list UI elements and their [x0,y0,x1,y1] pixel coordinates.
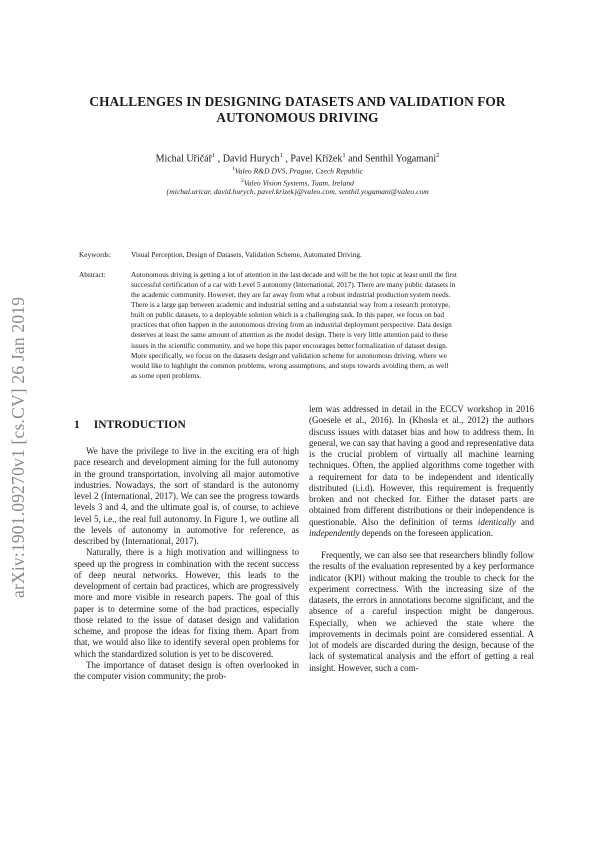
paragraph [309,404,534,539]
text-run: depends on the foreseen application. [359,527,493,538]
abstract-line: deserves at least the same amount of attention as the model design. There is very little attention paid to these [131,330,448,340]
affiliation-sup: 2 [241,178,244,184]
affiliation-1 [60,164,535,177]
abstract-label: Abstract: [79,270,106,279]
emphasis: independently [309,527,360,538]
author-name: Michal Uřičář [155,153,212,165]
author-sup: 1 [211,152,216,159]
paragraph: The importance of dataset design is often overlooked in the computer vision community; the prob- [74,659,299,681]
abstract-line: the academic community. However, they are far away from what a robust industrial production system needs. [131,290,451,300]
author-separator: and [345,153,366,165]
text-run: and [515,516,534,527]
paper-title [60,94,535,125]
affiliation-sup: 1 [232,166,235,172]
paragraph: We have the privilege to live in the exciting era of high pace research and development aiming for the full autonomy in the ground transportation, involving all major automotive industries. Nowadays, the sort of standard is the autonomy level 2 (International, 2017). We can see the progress towards levels 3 and 4, and the ultimate goal is, of course, to achieve level 5, i.e., the real full autonomy. In Figure 1, we outline all the levels of autonomy in automotive for reference, as described by (International, 2017). [74,446,299,546]
author-name: Senthil Yogamani [365,153,437,165]
abstract-line: practices that often happen in the autonomous driving from an industrial deployment perspective. Data design [131,320,452,330]
abstract-line: issues in the scientific community, and we hope this paper encourages better formalization of dataset design. [131,340,448,350]
arxiv-stamp: arXiv:1901.09270v1 [cs.CV] 26 Jan 2019 [8,296,28,598]
abstract-line: would like to highlight the common problems, wrong assumptions, and steps towards avoiding them, as well [131,360,449,370]
author-separator: , [215,153,223,165]
keywords-label: Keywords: [79,250,112,259]
affiliation-text: Valeo R&D DVS, Prague, Czech Republic [234,166,363,176]
title-line-2: AUTONOMOUS DRIVING [216,109,379,125]
author-sup: 2 [436,152,440,159]
emphasis: identically [477,516,516,527]
section-title: INTRODUCTION [93,419,186,431]
author-sup: 1 [279,152,283,159]
right-column [309,404,534,674]
abstract-text [131,270,523,381]
author-separator: , [282,153,291,165]
abstract-line: built on public datasets, to a deployable solution which is a challenging task. In this paper, we focus on bad [131,310,444,320]
section-heading [74,419,186,431]
abstract-line: There is a large gap between academic and industrial setting and a substantial way from a research prototype, [131,300,451,310]
left-column [74,446,299,682]
author-name: David Hurych [222,153,280,165]
abstract-line: Autonomous driving is getting a lot of attention in the last decade and will be the hot topic at least until the first [131,270,457,279]
abstract-line: successful certification of a car with Level 5 autonomy (International, 2017). There are many public datasets in [131,280,456,290]
text-run: lem was addressed in detail in the ECCV workshop in 2016 (Goesele et al., 2016). In (Khosla et al., 2012) the authors discuss issues with dataset bias and how to address them. In general, we can say that having a good and representative data is the crucial problem of virtually all machine learning techniques. Often, the applied algorithms come together with a requirement for data to be independent and identically distributed (i.i.d). However, this requirement is frequently broken and not checked for. Either the dataset parts are obtained from different distributions or their independence is questionable. Also the definition of terms [309,404,534,527]
author-name: Pavel Křížek [290,153,343,165]
section-number: 1 [74,419,80,431]
paragraph: Frequently, we can also see that researchers blindly follow the results of the evaluation represented by a key performance indicator (KPI) without making the trouble to check for the experiment correctness. With the increasing size of the datasets, the errors in annotations become significant, and the absence of a careful inspection might be dangerous. Especially, when we achieved the state where the improvements in decimals point are considered essential. A lot of models are discarded during the design, because of the lack of systematical analysis and the effort of getting a real insight. However, such a com- [309,550,534,673]
title-line-1: CHALLENGES IN DESIGNING DATASETS AND VALIDATION FOR [89,94,506,109]
abstract-line: as some open problems. [131,370,202,380]
abstract-line: More specifically, we focus on the datasets design and validation scheme for autonomous driving, where we [131,350,447,360]
keywords-text: Visual Perception, Design of Datasets, Validation Scheme, Automated Driving. [131,250,362,259]
affiliation-text: Valeo Vision Systems, Tuam, Ireland [243,178,354,188]
author-sup: 1 [342,152,346,159]
author-emails: {michal.uricar, david.hurych, pavel.krizek}@valeo.com, senthil.yogamani@valeo.com [166,187,429,196]
paragraph: Naturally, there is a high motivation and willingness to speed up the progress in combination with the recent success of deep neural networks. However, this leads to the development of certain bad practices, which are progressively more and more visible in research papers. The goal of this paper is to determine some of the bad practices, especially those related to the issue of dataset design and validation scheme, and propose the ideas for fixing them. Apart from that, we would also like to identify several open problems for which the standardized solution is yet to be discovered. [74,547,299,659]
